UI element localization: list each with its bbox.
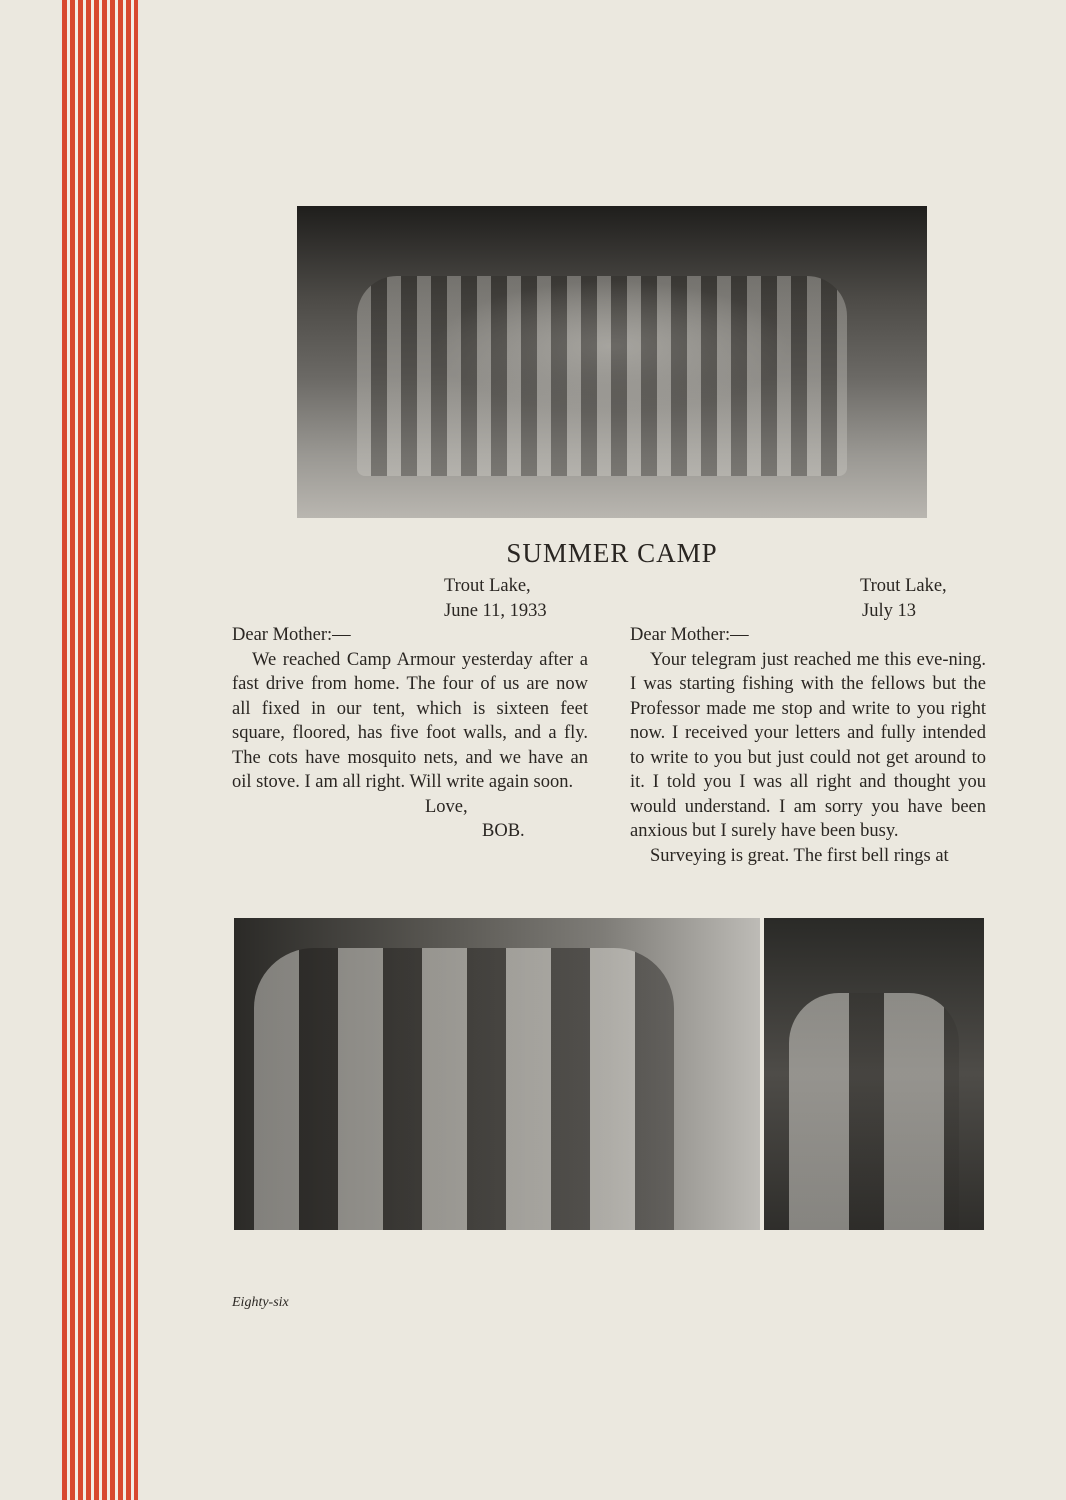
photo-two-people <box>764 918 984 1230</box>
letter-date: July 13 <box>862 600 916 621</box>
letter-place: Trout Lake, <box>860 576 947 596</box>
group-photo-surveying-class <box>297 206 927 518</box>
photo-five-campers <box>234 918 760 1230</box>
letter-salutation: Dear Mother:— <box>232 625 351 645</box>
letter-body-continued: Surveying is great. The first bell rings at <box>650 845 949 866</box>
letter-signature: BOB. <box>482 821 525 841</box>
letter-date: June 11, 1933 <box>444 600 547 621</box>
letter-body: We reached Camp Armour yesterday after a fast drive from home. The four of us are now all fixed in our tent, which is sixteen feet square, floored, has five foot walls, and a fly. The cots have mosquito nets, and we have an oil stove. I am all right. Will write again soon. <box>232 649 588 792</box>
letter-july <box>630 574 986 868</box>
page-number: Eighty-six <box>232 1295 289 1310</box>
letter-salutation: Dear Mother:— <box>630 625 749 645</box>
letter-body: Your telegram just reached me this eve-ning. I was starting fishing with the fellows but the Professor made me stop and write to you right now. I received your letters and fully intended to write to you but just could not get around to it. I told you I was all right and thought you would understand. I am sorry you have been anxious but I surely have been busy. <box>630 649 986 841</box>
letter-place: Trout Lake, <box>444 576 531 596</box>
page-title: SUMMER CAMP <box>506 538 718 568</box>
letter-june <box>232 574 588 844</box>
decorative-stripe-border <box>62 0 138 1500</box>
letter-closing: Love, <box>425 796 468 817</box>
